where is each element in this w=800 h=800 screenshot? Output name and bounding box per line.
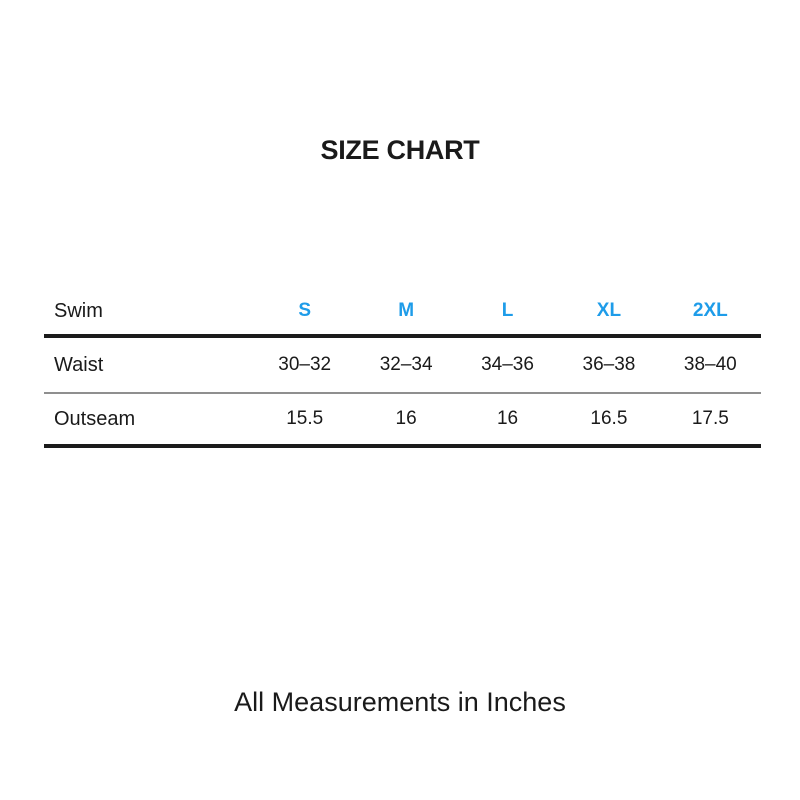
table-header-row bbox=[44, 288, 761, 338]
column-header-xl: XL bbox=[596, 300, 622, 321]
waist-value-s: 30–32 bbox=[278, 354, 332, 375]
row-label-outseam: Outseam bbox=[54, 407, 136, 430]
waist-value-l: 34–36 bbox=[481, 354, 534, 375]
outseam-value-m: 16 bbox=[395, 408, 417, 429]
row-label-swim: Swim bbox=[54, 299, 103, 322]
measurements-note: All Measurements in Inches bbox=[234, 687, 566, 717]
column-header-l: L bbox=[501, 300, 514, 321]
waist-value-m: 32–34 bbox=[379, 354, 433, 375]
column-header-m: M bbox=[398, 300, 415, 321]
table-row-outseam bbox=[44, 394, 761, 448]
outseam-value-2xl: 17.5 bbox=[691, 408, 729, 429]
waist-value-xl: 36–38 bbox=[582, 354, 636, 375]
outseam-value-l: 16 bbox=[496, 408, 519, 429]
table-row-waist bbox=[44, 338, 761, 394]
row-label-waist: Waist bbox=[54, 353, 104, 376]
outseam-value-s: 15.5 bbox=[286, 408, 324, 429]
outseam-value-xl: 16.5 bbox=[590, 408, 628, 429]
page-title: SIZE CHART bbox=[320, 135, 480, 165]
size-chart-table bbox=[44, 288, 761, 448]
waist-value-2xl: 38–40 bbox=[683, 354, 737, 375]
column-header-s: S bbox=[298, 300, 312, 321]
column-header-2xl: 2XL bbox=[692, 300, 728, 321]
